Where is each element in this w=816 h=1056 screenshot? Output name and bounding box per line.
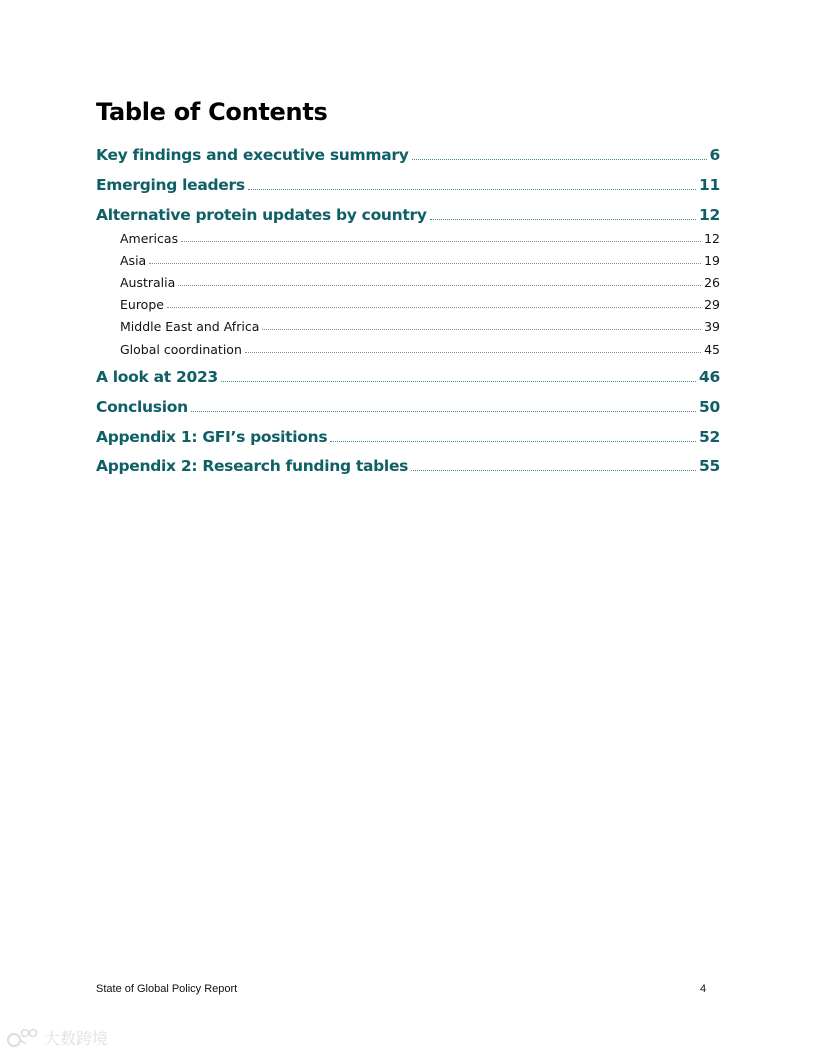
toc-entry-label: Australia — [120, 275, 176, 290]
toc-entry-label: Global coordination — [120, 342, 242, 357]
toc-entry-page: 29 — [704, 297, 720, 312]
dot-leader — [262, 329, 701, 330]
dot-leader — [221, 381, 696, 382]
toc-subentry-asia[interactable] — [120, 252, 720, 270]
toc-entry-key-findings[interactable] — [96, 144, 720, 166]
toc-entry-label: Key findings and executive summary — [96, 146, 409, 164]
toc-entry-label: Conclusion — [96, 398, 188, 416]
toc-entry-label: Alternative protein updates by country — [96, 206, 427, 224]
toc-entry-page: 45 — [704, 342, 720, 357]
toc-subentry-europe[interactable] — [120, 296, 720, 314]
dot-leader — [248, 189, 696, 190]
toc-entry-label: A look at 2023 — [96, 368, 218, 386]
toc-entry-page: 52 — [699, 428, 720, 446]
page-title: Table of Contents — [96, 98, 328, 126]
dot-leader — [245, 352, 701, 353]
dot-leader — [167, 307, 701, 308]
toc-entry-page: 12 — [704, 231, 720, 246]
toc-entry-page: 39 — [704, 319, 720, 334]
dot-leader — [178, 285, 701, 286]
toc-entry-page: 11 — [699, 176, 720, 194]
toc-entry-page: 46 — [699, 368, 720, 386]
toc-entry-page: 19 — [704, 253, 720, 268]
toc-entry-label: Appendix 1: GFI’s positions — [96, 428, 328, 446]
watermark-text: 大数跨境 — [44, 1029, 109, 1048]
toc-entry-label: Appendix 2: Research funding tables — [96, 457, 409, 475]
toc-entry-appendix-1[interactable] — [96, 426, 720, 448]
toc-entry-page: 55 — [699, 457, 720, 475]
toc-entry-label: Americas — [120, 231, 179, 246]
toc-entry-page: 6 — [709, 146, 720, 164]
toc-entry-page: 50 — [699, 398, 720, 416]
toc-entry-appendix-2[interactable] — [96, 455, 720, 477]
dot-leader — [411, 470, 696, 471]
watermark — [6, 1026, 108, 1049]
toc-subentry-australia[interactable] — [120, 274, 720, 292]
toc-subentry-global-coordination[interactable] — [120, 341, 720, 359]
toc-entry-conclusion[interactable] — [96, 396, 720, 418]
dot-leader — [412, 159, 707, 160]
iceo-logo-icon — [6, 1027, 40, 1049]
dot-leader — [430, 219, 696, 220]
toc-entry-emerging-leaders[interactable] — [96, 174, 720, 196]
dot-leader — [149, 263, 701, 264]
dot-leader — [330, 441, 696, 442]
toc-entry-updates-by-country[interactable] — [96, 204, 720, 226]
toc-entry-label: Europe — [120, 297, 164, 312]
footer-page-number: 4 — [700, 983, 707, 995]
toc-entry-page: 12 — [699, 206, 720, 224]
toc-subentry-middle-east-africa[interactable] — [120, 318, 720, 336]
toc-entry-label: Emerging leaders — [96, 176, 245, 194]
toc-subentry-americas[interactable] — [120, 230, 720, 248]
dot-leader — [191, 411, 696, 412]
dot-leader — [181, 241, 701, 242]
toc-entry-look-at-2023[interactable] — [96, 366, 720, 388]
toc-entry-label: Asia — [120, 253, 147, 268]
toc-entry-page: 26 — [704, 275, 720, 290]
toc-entry-label: Middle East and Africa — [120, 319, 260, 334]
footer-report-title: State of Global Policy Report — [96, 983, 238, 995]
